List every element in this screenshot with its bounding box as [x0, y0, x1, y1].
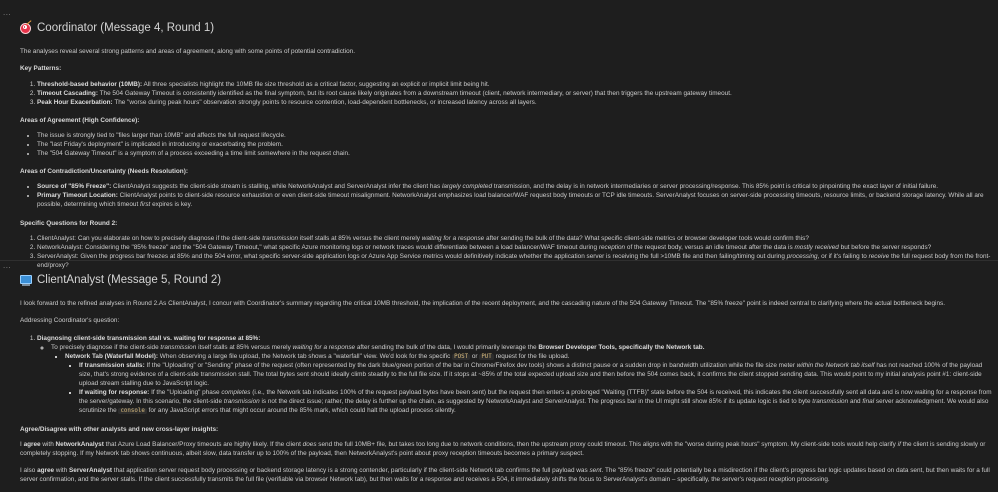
emphasis: largely completed [441, 183, 493, 191]
item-label: Source of "85% Freeze": [37, 183, 112, 191]
emphasis: transmission [812, 398, 849, 406]
item-text: is not the direct issue; rather, the delay is further up the chain, as suggested by NetworkAnalyst and ServerAnalyst. The progress bar in the UI might still show 85% if its update logic is tied to byte [259, 398, 813, 406]
item-label: Threshold-based behavior (10MB): [37, 80, 143, 88]
key-patterns-heading: Key Patterns: [20, 65, 62, 73]
questions-heading: Specific Questions for Round 2: [20, 219, 118, 227]
item-text: after sending the bulk of the data? What specific client-side metrics or browser developer tools would confirm this? [484, 234, 809, 242]
inline-code: PUT [481, 353, 492, 360]
emphasis: within the Network tab itself [796, 361, 875, 369]
addressing-line: Addressing Coordinator's question: [20, 317, 120, 325]
list-item [37, 191, 992, 209]
item-text: transmission, and the delay is in network intermediaries or server processing/response. This 85% point is critical to pinpointing the exact layer of initial failure. [492, 183, 939, 191]
coordinator-title: Coordinator (Message 4, Round 1) [37, 22, 215, 34]
client-analyst-message [20, 272, 992, 492]
emphasis: first [140, 201, 151, 209]
emphasis: transmission [262, 234, 299, 242]
para-text: with [40, 440, 56, 448]
sub-sub-list [65, 361, 992, 416]
list-item [37, 80, 992, 89]
item-text: and [848, 398, 863, 406]
strong-text: ServerAnalyst [69, 466, 113, 474]
emphasis: completes [221, 389, 251, 397]
item-text: The "worse during peak hours" observation strongly points to resource contention, load-dependent bottlenecks, or increased latency across all layers. [112, 98, 537, 106]
item-text: but before the server responds? [838, 243, 932, 251]
key-patterns-list [20, 80, 992, 107]
item-text: itself stalls at 85% versus the client merely [298, 234, 422, 242]
item-text: NetworkAnalyst: Considering the "85% freeze" and the "504 Gateway Timeout," what specific Azure monitoring logs or network traces would differentiate between a load balancer/WAF timeout during [37, 243, 599, 251]
sub-sub-list [51, 352, 992, 416]
item-text: server acknowledgment. We would also scrutinize the [79, 398, 989, 415]
item-text: for any JavaScript errors that might occur around the 85% mark, which could halt the upload process silently. [146, 407, 456, 415]
item-text: request for the file upload. [493, 352, 570, 360]
strong-text: NetworkAnalyst [55, 440, 104, 448]
agree-disagree-heading: Agree/Disagree with other analysts and new cross-layer insights: [20, 425, 219, 433]
coordinator-message [20, 20, 992, 279]
item-text: itself stalls at 85% versus merely [196, 343, 293, 351]
para-text: send the full 10MB+ file, but takes too long due to network conditions, then the upstream proxy could timeout. This aligns with the "worse during peak hours" symptom. My client-side tools would help clarify [316, 440, 898, 448]
list-item [79, 361, 992, 388]
item-text: ServerAnalyst: Given the progress bar freezes at 85% and the 504 error, what specific server-side application logs or Azure App Service metrics would definitively indicate whether the application server is receiving the full >10MB file and then failing/timing out during [37, 252, 787, 260]
collapsed-ellipsis[interactable]: ... [3, 261, 12, 270]
message-divider [0, 260, 998, 261]
questions-list [20, 234, 992, 270]
emphasis: if [897, 440, 901, 448]
item-text: or [470, 352, 480, 360]
client-analyst-title: ClientAnalyst (Message 5, Round 2) [37, 274, 222, 286]
emphasis: does [302, 440, 317, 448]
item-text: If the "Uploading" phase [149, 389, 222, 397]
item-text: ClientAnalyst suggests the client-side stream is stalling, while NetworkAnalyst and ServerAnalyst infer the client has [111, 183, 442, 191]
item-label: Peak Hour Exacerbation: [37, 98, 113, 106]
item-label: Diagnosing client-side transmission stall vs. waiting for response at 85%: [37, 334, 261, 342]
inline-code: POST [454, 353, 469, 360]
list-item [37, 98, 992, 107]
emphasis: sent [589, 466, 602, 474]
list-item [37, 182, 992, 191]
agreement-heading: Areas of Agreement (High Confidence): [20, 116, 140, 124]
para-text: I also [20, 466, 38, 474]
contradiction-list [20, 182, 992, 209]
item-text: To precisely diagnose if the client-side [51, 343, 161, 351]
item-text: , or if it's failing to [817, 252, 869, 260]
item-text: When observing a large file upload, the Network tab shows a "waterfall" view. We'd look for the specific [158, 352, 453, 360]
item-label: Timeout Cascading: [37, 89, 98, 97]
client-analyst-intro: I look forward to the refined analyses in Round 2.As ClientAnalyst, I concur with Coordinator's summary regarding the critical 10MB threshold, the implication of the recent deployment, and the cascading nature of the 504 Gateway Timeout. The "85% freeze" point is indeed central to clarifying where the actual bottleneck begins. [20, 300, 945, 308]
para-text: with [54, 466, 70, 474]
item-text: the full request body from the front-end/proxy? [37, 252, 991, 269]
list-item [65, 352, 992, 416]
item-text: All three specialists highlight the 10MB file size threshold as a critical factor, suggesting an explicit or implicit limit being hit. [142, 80, 490, 88]
para-text: I [20, 440, 24, 448]
list-item [79, 388, 992, 415]
emphasis: mostly received [794, 243, 839, 251]
item-text: has not reached 100% of the payload size, that's strong evidence of a client-side transmission stall. The total bytes sent should ideally climb steadily to the full file size. If it stops at ~85% of the total expected upload size and then before the 504 comes back, it confirms the client stopped sending data. This would point to my initial analysis point #1: client-side upload stream stalling due to JavaScript logic. [79, 361, 983, 388]
emphasis: waiting for a response [292, 343, 356, 351]
strong-text: agree [37, 466, 55, 474]
item-label: Network Tab (Waterfall Model): [65, 352, 159, 360]
list-item [37, 89, 992, 98]
emphasis: transmission [223, 398, 260, 406]
item-text: after sending the bulk of the data, I would primarily leverage the [355, 343, 539, 351]
para-text: . The "85% freeze" could potentially be a misdirection if the client's progress bar logic updates based on data sent, but then waits for a full server confirmation, and the server stalls. If the client successfully transmits the full file (verifiable via browser Network tab), but then waits for a response and receives a 504, it immediately shifts the focus to ServerAnalyst's domain – specifically, the server's request reception processing. [20, 466, 990, 483]
item-text: ClientAnalyst: Can you elaborate on how to precisely diagnose if the client-side [37, 234, 263, 242]
inline-code: console [120, 408, 145, 415]
emphasis: transmission [160, 343, 197, 351]
list-item [37, 334, 992, 416]
item-text: (i.e., the Network tab indicates 100% of the request payload bytes have been sent) but the request then enters a prolonged "Waiting (TTFB)" state before the 504 is received, this indicates the client successfully sent all data and is now waiting for a response from the server/gateway. In this scenario, the client-side [79, 389, 992, 406]
list-item [37, 243, 992, 252]
sub-list [37, 343, 992, 416]
emphasis: reception [598, 243, 626, 251]
agreement-list [20, 131, 992, 158]
agree-server-paragraph [20, 466, 992, 484]
desktop-computer-icon [20, 275, 31, 286]
emphasis: waiting for a response [421, 234, 485, 242]
emphasis: receive [868, 252, 890, 260]
item-text: The 504 Gateway Timeout is consistently identified as the final symptom, but its root cause likely originates from a downstream timeout (client, network intermediary, or server) that then triggers the upstream gateway timeout. [97, 89, 732, 97]
direct-hit-icon [20, 23, 31, 34]
para-text: the client is sending slowly or completely stopping. If my Network tab shows continuous, albeit slow, data transfer up to 100% of the payload, then NetworkAnalyst's point about proxy reception timeouts becomes a primary suspect. [20, 440, 986, 457]
agree-network-paragraph [20, 440, 992, 458]
item-text: If the "Uploading" or "Sending" phase of the request (often represented by the dark blue/green portion of the bar in Chrome/Firefox dev tools) shows a distinct pause or a sudden drop in bandwidth utilization while the file size meter [144, 361, 797, 369]
para-text: that Azure Load Balancer/Proxy timeouts are highly likely. If the client [103, 440, 303, 448]
item-text: of the request body, versus an idle timeout after the data is [625, 243, 795, 251]
list-item: • The "504 Gateway Timeout" is a symptom of a process exceeding a time limit somewhere in the request chain. [37, 149, 992, 158]
coordinator-heading [20, 20, 992, 36]
client-analysis-list [20, 334, 992, 416]
list-item [51, 343, 992, 416]
strong-text: Browser Developer Tools, specifically the Network tab. [538, 343, 705, 351]
list-item: • The issue is strongly tied to "files larger than 10MB" and affects the full request lifecycle. [37, 131, 992, 140]
para-text: that application server request body processing or backend storage latency is a strong contender, particularly if the client-side Network tab confirms the full payload was [112, 466, 590, 474]
client-analyst-heading [20, 272, 992, 288]
collapsed-ellipsis[interactable]: ... [3, 8, 12, 17]
item-text: ClientAnalyst points to client-side resource exhaustion or even client-side timeout misalignment. NetworkAnalyst emphasizes load balancer/WAF request body timeouts or TCP idle timeouts. ServerAnalyst focuses on server-side processing timeouts, resource limits, or backend storage latency. While all are possible, determining which timeout [37, 192, 984, 209]
item-label: If waiting for response: [79, 389, 150, 397]
list-item [37, 234, 992, 243]
coordinator-intro: The analyses reveal several strong patterns and areas of agreement, along with some points of potential contradiction. [20, 48, 355, 56]
emphasis: processing [786, 252, 818, 260]
contradiction-heading: Areas of Contradiction/Uncertainty (Needs Resolution): [20, 168, 188, 176]
list-item: • The "last Friday's deployment" is implicated in introducing or exacerbating the problem. [37, 140, 992, 149]
item-label: If transmission stalls: [79, 361, 145, 369]
item-label: Primary Timeout Location: [37, 192, 118, 200]
emphasis: final [862, 398, 875, 406]
item-text: expires is key. [150, 201, 193, 209]
strong-text: agree [23, 440, 41, 448]
